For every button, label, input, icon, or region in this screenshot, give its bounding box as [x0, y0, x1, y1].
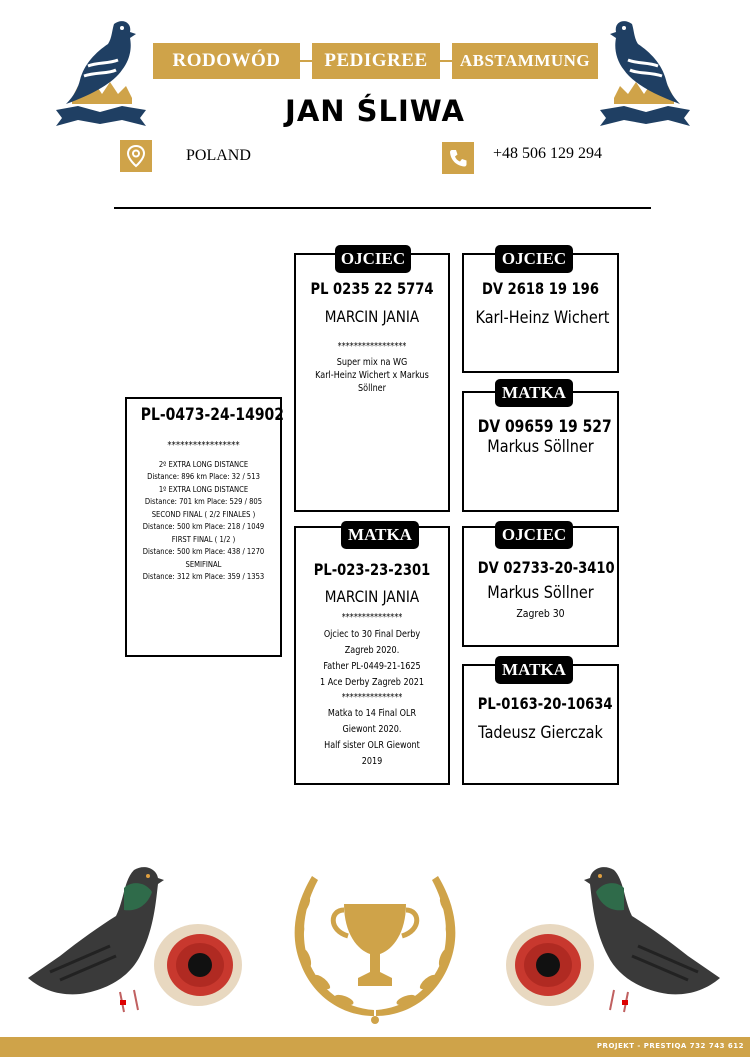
- mother-stars: ***************: [341, 612, 403, 623]
- result-line: 1º EXTRA LONG DISTANCE: [158, 484, 249, 494]
- result-line: SEMIFINAL: [185, 559, 222, 569]
- header-connector-1: [300, 60, 312, 62]
- subject-stars: *****************: [167, 440, 240, 451]
- ff-label: OJCIEC: [495, 245, 573, 273]
- mother-card: [294, 526, 450, 785]
- pigeon-eye-left: [152, 922, 244, 1008]
- header-rodowod: RODOWÓD: [153, 43, 300, 79]
- mother-note: Giewont 2020.: [342, 724, 402, 735]
- mother-note: Matka to 14 Final OLR: [327, 708, 417, 719]
- ff-ring: DV 2618 19 196: [482, 279, 599, 298]
- father-note: Karl-Heinz Wichert x Markus: [315, 370, 429, 381]
- pigeon-photo-right: [578, 860, 728, 1020]
- subject-results: [127, 459, 280, 584]
- fm-label: MATKA: [495, 379, 573, 407]
- footer-credit: PROJEKT - PRESTIQA 732 743 612: [596, 1042, 744, 1050]
- father-ring: PL 0235 22 5774: [310, 279, 434, 298]
- mm-owner: Tadeusz Gierczak: [478, 723, 603, 743]
- subject-ring: PL-0473-24-14902: [140, 405, 284, 425]
- father-card: [294, 253, 450, 512]
- mother-note: Half sister OLR Giewont: [324, 740, 420, 751]
- result-line: FIRST FINAL ( 1/2 ): [171, 534, 236, 544]
- mother-ring: PL-023-23-2301: [313, 560, 431, 579]
- fm-card: [462, 391, 619, 512]
- breeder-phone: +48 506 129 294: [493, 145, 603, 162]
- header-pedigree: PEDIGREE: [312, 43, 440, 79]
- result-line: 2º EXTRA LONG DISTANCE: [158, 459, 249, 469]
- subject-card: [125, 397, 282, 657]
- father-note: Söllner: [358, 383, 386, 394]
- father-stars: *****************: [337, 341, 407, 352]
- mf-ring: DV 02733-20-3410: [477, 558, 615, 577]
- phone-icon: [442, 142, 474, 174]
- header-abstammung: ABSTAMMUNG: [452, 43, 598, 79]
- breeder-name: JAN ŚLIWA: [285, 94, 465, 128]
- mother-stars: ***************: [341, 692, 403, 703]
- mother-note: 1 Ace Derby Zagreb 2021: [319, 677, 424, 688]
- ff-owner: Karl-Heinz Wichert: [475, 308, 610, 328]
- father-note: Super mix na WG: [336, 357, 408, 368]
- mother-note: Zagreb 2020.: [344, 645, 400, 656]
- header-divider: [114, 207, 651, 209]
- mother-owner: MARCIN JANIA: [324, 587, 420, 606]
- father-owner: MARCIN JANIA: [324, 307, 420, 326]
- mother-note: Father PL-0449-21-1625: [323, 661, 421, 672]
- fm-owner: Markus Söllner: [487, 437, 594, 457]
- pigeon-photo-left: [20, 860, 170, 1020]
- mother-note: Ojciec to 30 Final Derby: [323, 629, 421, 640]
- trophy-wreath: [282, 866, 468, 1026]
- father-label: OJCIEC: [335, 245, 411, 273]
- location-icon: [120, 140, 152, 172]
- fm-ring: DV 09659 19 527: [477, 417, 612, 437]
- mother-label: MATKA: [341, 521, 419, 549]
- result-line: SECOND FINAL ( 2/2 FINALES ): [151, 509, 256, 519]
- mf-label: OJCIEC: [495, 521, 573, 549]
- result-line: Distance: 500 km Place: 218 / 1049: [142, 522, 265, 531]
- result-line: Distance: 701 km Place: 529 / 805: [144, 497, 263, 506]
- mm-label: MATKA: [495, 656, 573, 684]
- result-line: Distance: 312 km Place: 359 / 1353: [142, 572, 265, 581]
- mf-note: Zagreb 30: [516, 607, 565, 620]
- result-line: Distance: 500 km Place: 438 / 1270: [142, 547, 265, 556]
- breeder-country: POLAND: [186, 147, 251, 164]
- mf-owner: Markus Söllner: [487, 583, 594, 603]
- mother-note: 2019: [361, 756, 383, 767]
- result-line: Distance: 896 km Place: 32 / 513: [147, 472, 260, 481]
- mm-ring: PL-0163-20-10634: [477, 694, 613, 713]
- header-connector-2: [440, 60, 452, 62]
